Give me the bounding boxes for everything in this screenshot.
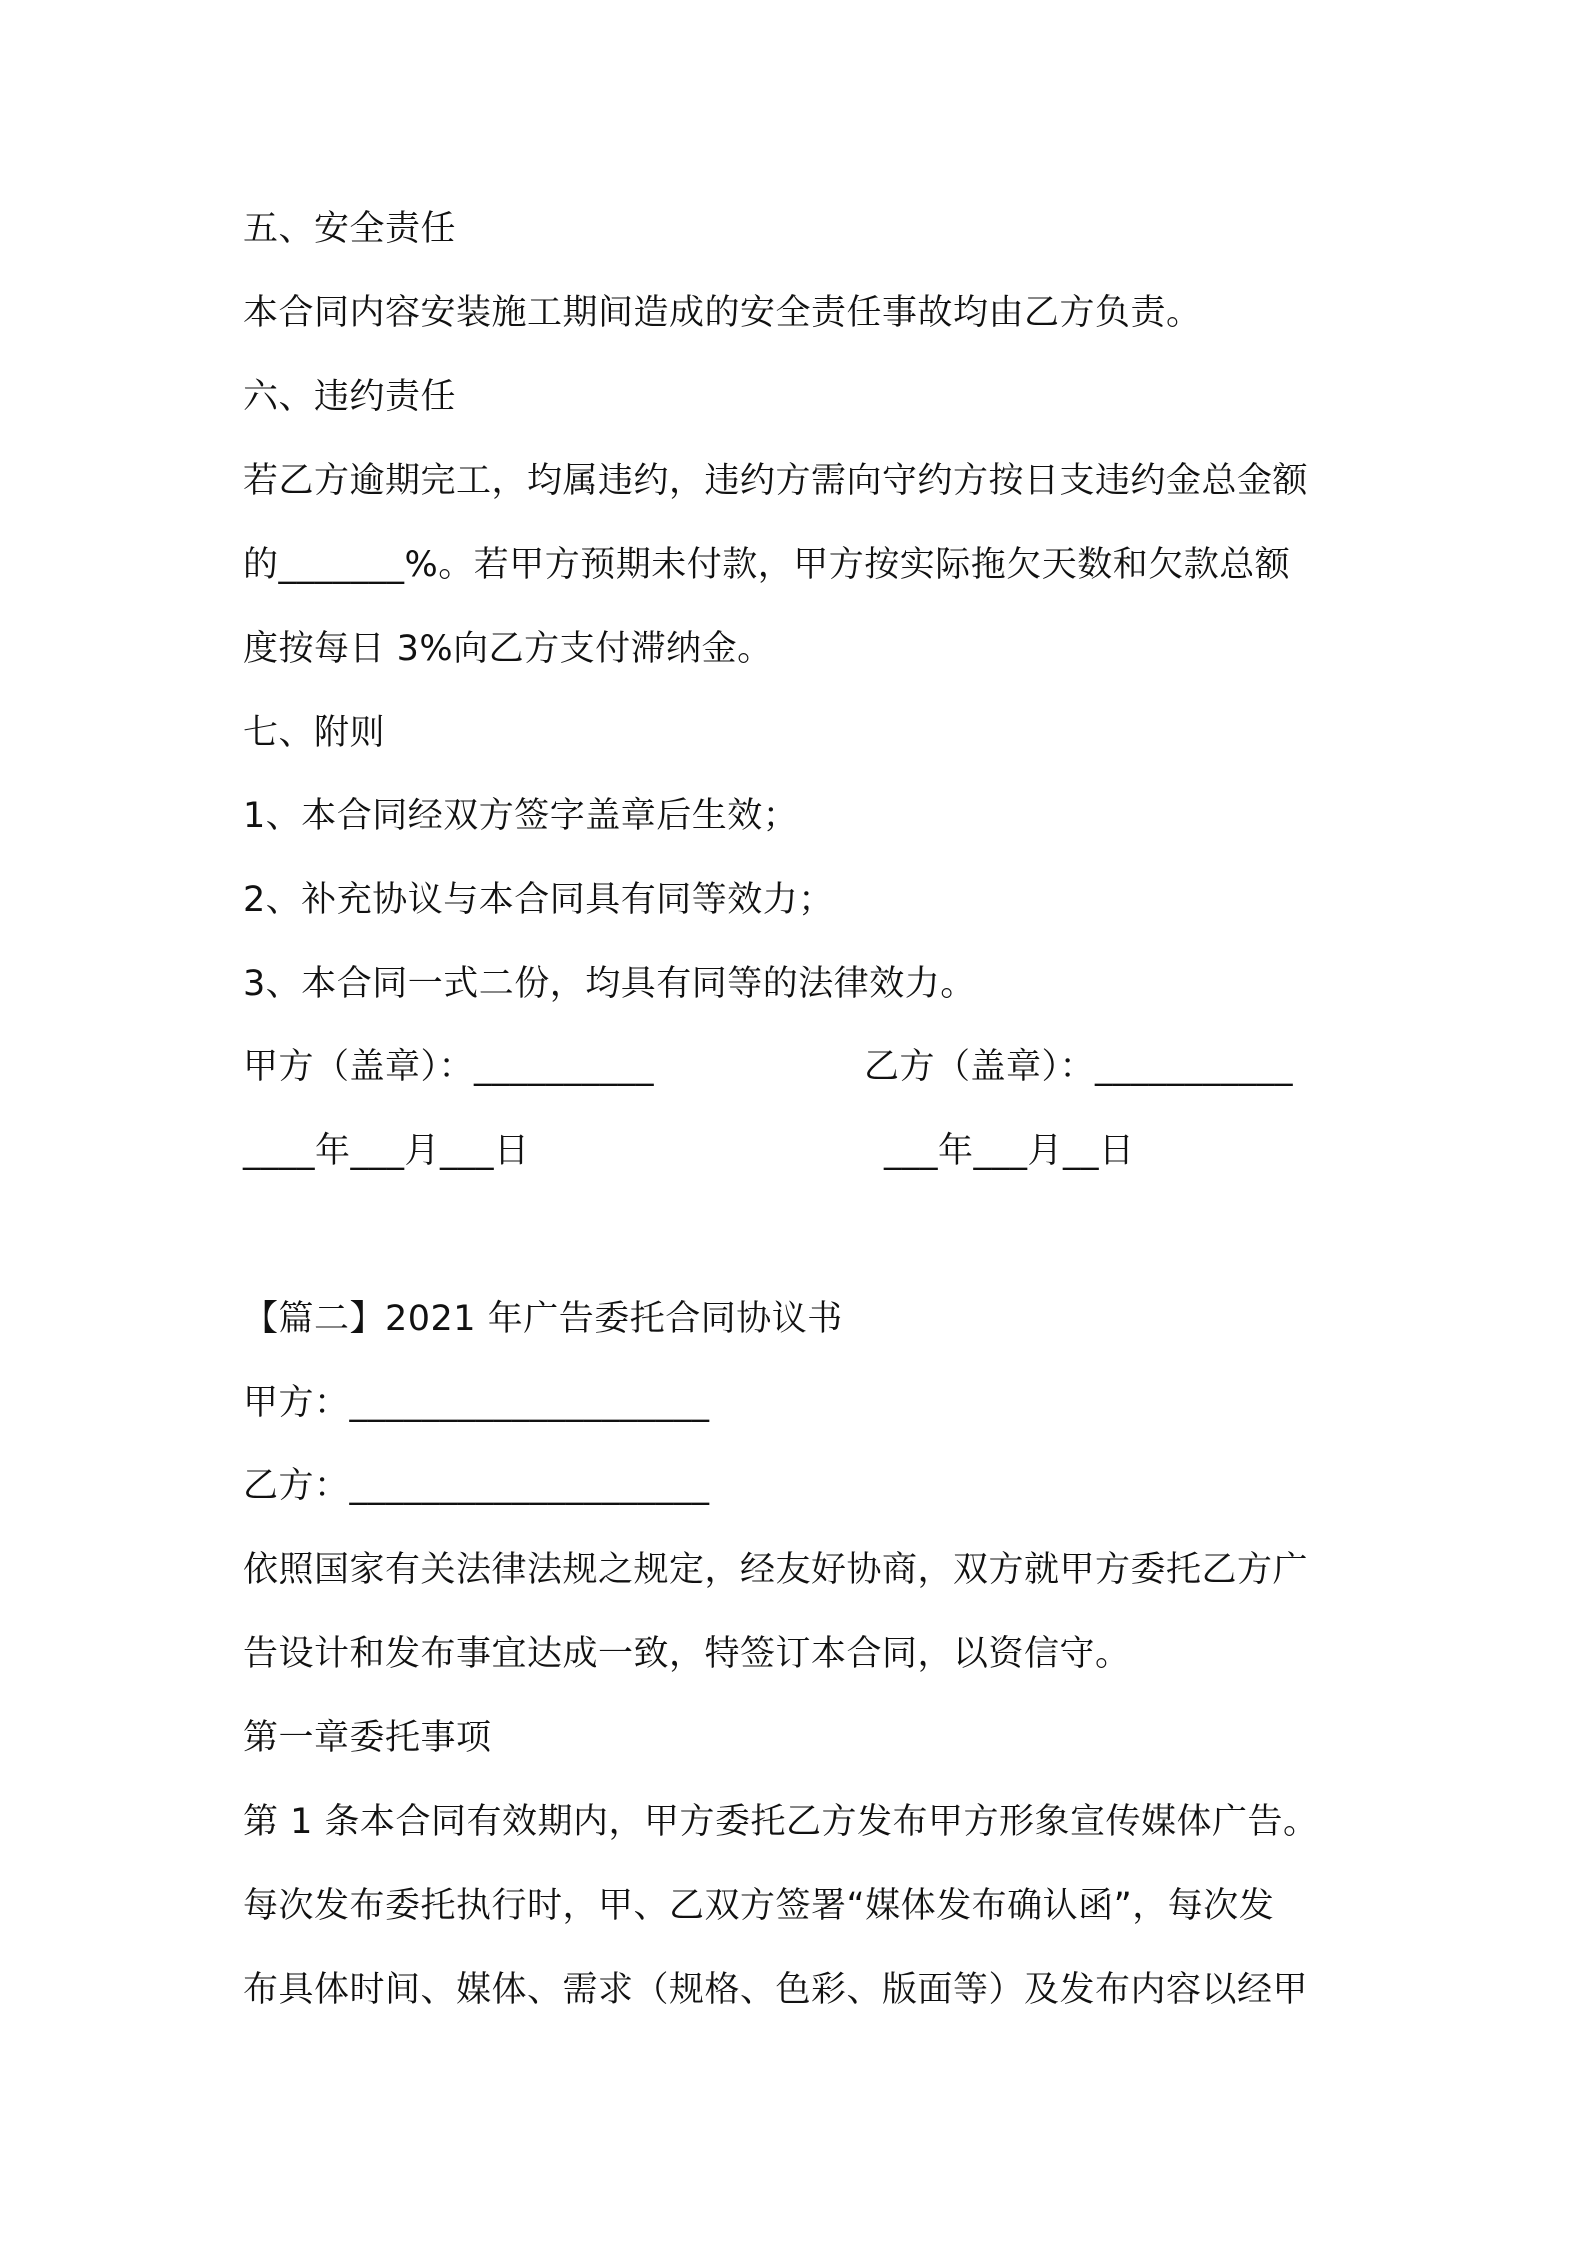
section6-line3: 度按每日 3%向乙方支付滞纳金。 [243,629,773,669]
part2-article1-line3: 布具体时间、媒体、需求（规格、色彩、版面等）及发布内容以经甲 [243,1970,1309,2010]
section6-heading: 六、违约责任 [243,377,457,417]
signature-party-a: 甲方（盖章）：__________ [243,1047,655,1087]
part2-intro-line2: 告设计和发布事宜达成一致，特签订本合同，以资信守。 [243,1634,1131,1674]
section6-line2: 的_______%。若甲方预期未付款，甲方按实际拖欠天数和欠款总额 [243,545,1291,585]
signature-date-a: ____年___月___日 [243,1131,530,1171]
part2-article1-line1: 第 1 条本合同有效期内，甲方委托乙方发布甲方形象宣传媒体广告。 [243,1802,1319,1842]
section7-item-2: 2、补充协议与本合同具有同等效力； [243,880,834,920]
section5-heading: 五、安全责任 [243,209,457,249]
section7-item-1: 1、本合同经双方签字盖章后生效； [243,796,799,836]
section6-line1: 若乙方逾期完工，均属违约，违约方需向守约方按日支违约金总金额 [243,461,1309,501]
part2-chapter1: 第一章委托事项 [243,1718,492,1758]
part2-party-a: 甲方：____________________ [243,1383,710,1423]
section7-item-3: 3、本合同一式二份，均具有同等的法律效力。 [243,964,976,1004]
part2-article1-line2: 每次发布委托执行时，甲、乙双方签署“媒体发布确认函”，每次发 [243,1886,1275,1926]
part2-intro-line1: 依照国家有关法律法规之规定，经友好协商，双方就甲方委托乙方广 [243,1550,1309,1590]
section7-heading: 七、附则 [243,713,386,753]
signature-party-b: 乙方（盖章）：___________ [864,1047,1294,1087]
signature-date-b: ___年___月__日 [884,1131,1135,1171]
part2-party-b: 乙方：____________________ [243,1466,710,1506]
section5-body: 本合同内容安装施工期间造成的安全责任事故均由乙方负责。 [243,293,1202,333]
part2-title: 【篇二】2021 年广告委托合同协议书 [243,1299,843,1339]
